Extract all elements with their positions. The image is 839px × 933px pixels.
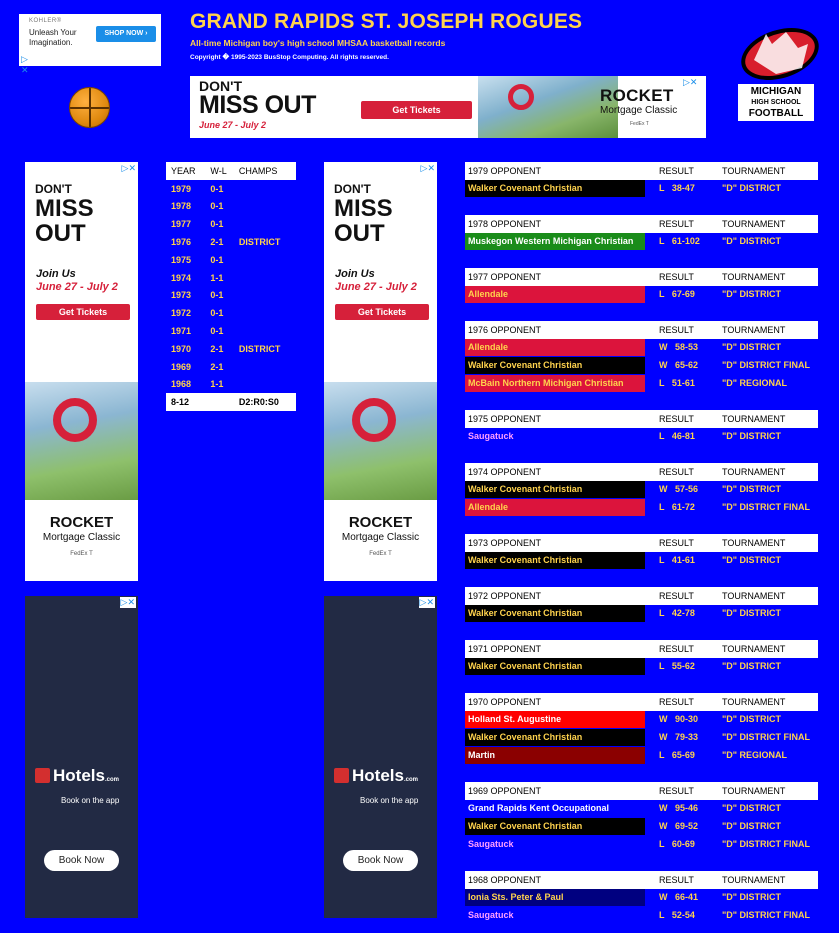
ad-headline-line2 xyxy=(334,196,393,246)
ad-choices-icon[interactable]: ▷✕ xyxy=(120,597,135,607)
game-row xyxy=(465,889,818,907)
game-result: L 38-47 xyxy=(659,183,695,193)
opponent-name: Muskegon Western Michigan Christian xyxy=(465,233,645,250)
total-record: 8-12 xyxy=(166,393,234,411)
season-row xyxy=(166,322,296,340)
opponent-name: Martin xyxy=(465,747,645,764)
game-result: L 42-78 xyxy=(659,608,695,618)
opponent-header: 1970 OPPONENT xyxy=(468,697,542,707)
season-games-block xyxy=(465,782,818,854)
season-games-block xyxy=(465,871,818,925)
hotels-suffix: .com xyxy=(104,777,119,783)
champs-cell xyxy=(234,322,296,340)
season-games-block xyxy=(465,410,818,446)
ad-sponsor: FedEx T xyxy=(369,551,392,557)
season-record-table xyxy=(166,162,296,411)
season-games-block xyxy=(465,321,818,393)
season-games-block xyxy=(465,268,818,304)
hotels-icon xyxy=(334,768,349,783)
year-cell: 1971 xyxy=(171,326,192,337)
opponent-name: Walker Covenant Christian xyxy=(465,818,645,835)
game-row xyxy=(465,357,818,375)
rocket-vertical-ad-left[interactable] xyxy=(25,162,138,581)
champs-cell xyxy=(234,269,296,287)
ad-choices-icon[interactable]: ▷✕ xyxy=(121,163,136,173)
game-result: L 51-61 xyxy=(659,378,695,388)
games-header xyxy=(465,782,818,800)
wl-cell: 2-1 xyxy=(210,237,224,248)
game-result: W 79-33 xyxy=(659,732,699,742)
basketball-icon xyxy=(69,87,110,128)
result-header: RESULT xyxy=(659,166,694,176)
tournament-header: TOURNAMENT xyxy=(722,219,786,229)
result-header: RESULT xyxy=(659,219,694,229)
page-title: GRAND RAPIDS ST. JOSEPH ROGUES xyxy=(190,10,583,33)
game-row xyxy=(465,605,818,623)
opponent-header: 1978 OPPONENT xyxy=(468,219,542,229)
tournament-round: "D" DISTRICT xyxy=(722,661,782,671)
result-header: RESULT xyxy=(659,325,694,335)
wl-cell: 0-1 xyxy=(210,201,224,212)
season-games-block xyxy=(465,587,818,623)
champs-cell: DISTRICT xyxy=(238,237,281,248)
games-header xyxy=(465,871,818,889)
result-header: RESULT xyxy=(659,272,694,282)
opponent-header: 1972 OPPONENT xyxy=(468,591,542,601)
season-table-header xyxy=(166,162,296,180)
games-header xyxy=(465,215,818,233)
opponent-name: Walker Covenant Christian xyxy=(465,729,645,746)
ad-headline-line1: DON'T xyxy=(199,78,242,94)
kohler-brand: KOHLER® xyxy=(29,18,62,24)
tournament-header: TOURNAMENT xyxy=(722,538,786,548)
season-row xyxy=(166,251,296,269)
result-header: RESULT xyxy=(659,875,694,885)
game-row xyxy=(465,233,818,251)
games-header xyxy=(465,268,818,286)
ad-headline-line2: MISS OUT xyxy=(199,91,316,119)
tournament-header: TOURNAMENT xyxy=(722,786,786,796)
year-cell: 1968 xyxy=(171,379,192,390)
opponent-name: Walker Covenant Christian xyxy=(465,481,645,498)
tournament-round: "D" REGIONAL xyxy=(722,378,788,388)
game-row xyxy=(465,428,818,446)
opponent-name: Walker Covenant Christian xyxy=(465,357,645,374)
opponent-name: McBain Northern Michigan Christian xyxy=(465,375,645,392)
ad-brand-sub: Mortgage Classic xyxy=(341,532,420,543)
game-row xyxy=(465,658,818,676)
ad-brand: ROCKET xyxy=(600,86,674,105)
ad-headline-out: OUT xyxy=(35,220,86,247)
game-row xyxy=(465,729,818,747)
get-tickets-button[interactable]: Get Tickets xyxy=(36,304,130,320)
games-header xyxy=(465,321,818,339)
champs-cell xyxy=(234,376,296,394)
ad-headline-line1: DON'T xyxy=(35,182,72,196)
champs-cell xyxy=(234,180,296,198)
game-row xyxy=(465,800,818,818)
book-now-button[interactable]: Book Now xyxy=(44,850,119,871)
opponent-header: 1977 OPPONENT xyxy=(468,272,542,282)
game-row xyxy=(465,818,818,836)
trophy-ring-icon xyxy=(53,398,97,442)
champs-cell xyxy=(234,251,296,269)
page-subtitle: All-time Michigan boy's high school MHSAA basketball records xyxy=(190,38,446,48)
tournament-header: TOURNAMENT xyxy=(722,467,786,477)
opponent-header: 1976 OPPONENT xyxy=(468,325,542,335)
total-titles: D2:R0:S0 xyxy=(234,393,296,411)
season-row xyxy=(166,233,296,251)
season-row xyxy=(166,358,296,376)
year-cell: 1970 xyxy=(171,343,192,354)
logo-line1: MICHIGAN xyxy=(750,86,802,97)
season-games-block xyxy=(465,463,818,517)
tournament-header: TOURNAMENT xyxy=(722,644,786,654)
tournament-header: TOURNAMENT xyxy=(722,875,786,885)
opponent-header: 1974 OPPONENT xyxy=(468,467,542,477)
tournament-header: TOURNAMENT xyxy=(722,414,786,424)
tournament-header: TOURNAMENT xyxy=(722,325,786,335)
year-cell: 1972 xyxy=(171,308,192,319)
tournament-round: "D" DISTRICT xyxy=(722,183,782,193)
trophy-ring-icon xyxy=(508,84,534,110)
ad-dates: June 27 - July 2 xyxy=(36,281,118,293)
ad-headline-line2 xyxy=(35,196,94,246)
tournament-round: "D" DISTRICT xyxy=(722,236,782,246)
game-result: W 58-53 xyxy=(659,342,699,352)
wl-cell: 2-1 xyxy=(210,343,224,354)
game-row xyxy=(465,711,818,729)
game-result: L 52-54 xyxy=(659,910,695,920)
hotels-brand: Hotels xyxy=(53,766,105,785)
game-result: L 61-72 xyxy=(659,502,695,512)
wl-cell: 0-1 xyxy=(210,290,224,301)
games-header xyxy=(465,640,818,658)
game-result: W 66-41 xyxy=(659,892,699,902)
year-cell: 1969 xyxy=(171,361,192,372)
game-row xyxy=(465,907,818,925)
season-games-block xyxy=(465,640,818,676)
tournament-header: TOURNAMENT xyxy=(722,166,786,176)
tournament-round: "D" DISTRICT xyxy=(722,821,782,831)
game-row xyxy=(465,375,818,393)
tournament-round: "D" REGIONAL xyxy=(722,750,788,760)
games-header xyxy=(465,587,818,605)
hotels-ad-middle[interactable] xyxy=(324,596,437,918)
ad-brand-sub: Mortgage Classic xyxy=(600,105,678,116)
ad-choices-icon[interactable]: ▷ ✕ xyxy=(21,54,29,75)
year-cell: 1976 xyxy=(171,237,192,248)
season-games-block xyxy=(465,534,818,570)
season-total-row xyxy=(166,393,296,411)
logo-line2: HIGH SCHOOL xyxy=(751,99,801,106)
season-row xyxy=(166,376,296,394)
golfer-photo xyxy=(478,76,618,138)
game-result: W 95-46 xyxy=(659,803,699,813)
ad-join: Join Us xyxy=(36,268,76,280)
ad-brand-sub: Mortgage Classic xyxy=(42,532,121,543)
ad-sponsor: FedEx T xyxy=(70,551,93,557)
game-result: L 41-61 xyxy=(659,555,695,565)
game-result: W 65-62 xyxy=(659,360,699,370)
result-header: RESULT xyxy=(659,538,694,548)
get-tickets-button[interactable]: Get Tickets xyxy=(335,304,429,320)
wl-cell: 0-1 xyxy=(210,254,224,265)
tournament-round: "D" DISTRICT xyxy=(722,431,782,441)
season-row xyxy=(166,269,296,287)
hotels-ad-left[interactable] xyxy=(25,596,138,918)
opponent-header: 1973 OPPONENT xyxy=(468,538,542,548)
game-row xyxy=(465,552,818,570)
game-result: L 46-81 xyxy=(659,431,695,441)
ad-choices-icon[interactable]: ▷✕ xyxy=(420,163,435,173)
result-header: RESULT xyxy=(659,786,694,796)
col-champs: CHAMPS xyxy=(234,162,296,180)
opponent-name: Saugatuck xyxy=(465,836,645,853)
wl-cell: 1-1 xyxy=(210,272,224,283)
hotels-icon xyxy=(35,768,50,783)
ad-headline-out: OUT xyxy=(334,220,385,247)
game-result: L 65-69 xyxy=(659,750,695,760)
wl-cell: 0-1 xyxy=(210,326,224,337)
opponent-header: 1975 OPPONENT xyxy=(468,414,542,424)
game-row xyxy=(465,499,818,517)
game-result: L 60-69 xyxy=(659,839,695,849)
games-header xyxy=(465,693,818,711)
michigan-football-logo xyxy=(736,22,824,82)
game-row xyxy=(465,339,818,357)
tournament-round: "D" DISTRICT FINAL xyxy=(722,360,811,370)
year-cell: 1973 xyxy=(171,290,192,301)
tournament-round: "D" DISTRICT xyxy=(722,608,782,618)
ad-brand: ROCKET xyxy=(49,514,114,531)
season-row xyxy=(166,198,296,216)
opponent-header: 1968 OPPONENT xyxy=(468,875,542,885)
hotels-brand: Hotels xyxy=(352,766,404,785)
tournament-round: "D" DISTRICT xyxy=(722,803,782,813)
game-result: W 90-30 xyxy=(659,714,699,724)
result-header: RESULT xyxy=(659,644,694,654)
game-result: W 57-56 xyxy=(659,484,699,494)
game-result: W 69-52 xyxy=(659,821,699,831)
tournament-round: "D" DISTRICT xyxy=(722,555,782,565)
michigan-football-wordmark xyxy=(738,84,814,121)
opponent-name: Walker Covenant Christian xyxy=(465,658,645,675)
ad-headline-miss: MISS xyxy=(35,195,94,222)
year-cell: 1979 xyxy=(171,183,192,194)
copyright-notice: Copyright � 1995-2023 BusStop Computing. All rights reserved. xyxy=(190,54,389,61)
ad-sponsor: FedEx T xyxy=(630,121,649,127)
wl-cell: 1-1 xyxy=(210,379,224,390)
champs-cell xyxy=(234,287,296,305)
season-row xyxy=(166,304,296,322)
tournament-round: "D" DISTRICT xyxy=(722,342,782,352)
wl-cell: 0-1 xyxy=(210,308,224,319)
logo-line3: FOOTBALL xyxy=(748,108,804,119)
game-result: L 67-69 xyxy=(659,289,695,299)
tournament-round: "D" DISTRICT xyxy=(722,484,782,494)
opponent-name: Walker Covenant Christian xyxy=(465,552,645,569)
tournament-round: "D" DISTRICT FINAL xyxy=(722,910,811,920)
year-cell: 1974 xyxy=(171,272,192,283)
season-row xyxy=(166,340,296,358)
opponent-name: Ionia Sts. Peter & Paul xyxy=(465,889,645,906)
shop-now-button[interactable]: SHOP NOW › xyxy=(96,26,156,42)
opponent-name: Allendale xyxy=(465,339,645,356)
ad-choices-icon[interactable]: ▷✕ xyxy=(683,77,698,87)
ad-headline-line1: DON'T xyxy=(334,182,371,196)
opponent-name: Saugatuck xyxy=(465,907,645,924)
opponent-name: Grand Rapids Kent Occupational xyxy=(465,800,645,817)
kohler-tagline: Unleash Your Imagination. xyxy=(29,28,77,47)
result-header: RESULT xyxy=(659,591,694,601)
games-header xyxy=(465,162,818,180)
rocket-vertical-ad-middle[interactable] xyxy=(324,162,437,581)
season-games-block xyxy=(465,693,818,765)
season-row xyxy=(166,287,296,305)
tournament-header: TOURNAMENT xyxy=(722,272,786,282)
season-row xyxy=(166,215,296,233)
ad-headline-miss: MISS xyxy=(334,195,393,222)
game-results xyxy=(465,162,818,933)
ad-choices-icon[interactable]: ▷✕ xyxy=(419,597,434,607)
season-games-block xyxy=(465,215,818,251)
season-games-block xyxy=(465,162,818,198)
ad-brand: ROCKET xyxy=(348,514,413,531)
opponent-name: Walker Covenant Christian xyxy=(465,605,645,622)
champs-cell: DISTRICT xyxy=(238,343,281,354)
games-header xyxy=(465,534,818,552)
tournament-round: "D" DISTRICT xyxy=(722,289,782,299)
ad-join: Join Us xyxy=(335,268,375,280)
game-row xyxy=(465,180,818,198)
book-now-button[interactable]: Book Now xyxy=(343,850,418,871)
year-cell: 1978 xyxy=(171,201,192,212)
game-row xyxy=(465,747,818,765)
result-header: RESULT xyxy=(659,467,694,477)
hotels-sub: Book on the app xyxy=(61,796,120,805)
result-header: RESULT xyxy=(659,414,694,424)
wl-cell: 0-1 xyxy=(210,183,224,194)
opponent-header: 1971 OPPONENT xyxy=(468,644,542,654)
games-header xyxy=(465,410,818,428)
result-header: RESULT xyxy=(659,697,694,707)
year-cell: 1975 xyxy=(171,254,192,265)
game-row xyxy=(465,836,818,854)
year-cell: 1977 xyxy=(171,219,192,230)
opponent-name: Allendale xyxy=(465,286,645,303)
opponent-name: Saugatuck xyxy=(465,428,645,445)
hotels-sub: Book on the app xyxy=(360,796,419,805)
col-year: YEAR xyxy=(166,162,205,180)
season-row xyxy=(166,180,296,198)
wl-cell: 0-1 xyxy=(210,219,224,230)
hotels-logo xyxy=(35,766,119,786)
game-result: L 55-62 xyxy=(659,661,695,671)
tournament-round: "D" DISTRICT xyxy=(722,714,782,724)
wl-cell: 2-1 xyxy=(210,361,224,372)
champs-cell xyxy=(234,215,296,233)
tournament-header: TOURNAMENT xyxy=(722,697,786,707)
opponent-header: 1979 OPPONENT xyxy=(468,166,542,176)
opponent-name: Allendale xyxy=(465,499,645,516)
rocket-banner-ad[interactable] xyxy=(190,76,706,138)
opponent-header: 1969 OPPONENT xyxy=(468,786,542,796)
kohler-ad[interactable] xyxy=(19,14,161,75)
game-row xyxy=(465,286,818,304)
tournament-round: "D" DISTRICT xyxy=(722,892,782,902)
game-result: L 61-102 xyxy=(659,236,700,246)
opponent-name: Walker Covenant Christian xyxy=(465,180,645,197)
ad-dates xyxy=(199,120,266,130)
game-row xyxy=(465,481,818,499)
ad-dates: June 27 - July 2 xyxy=(335,281,417,293)
opponent-name: Holland St. Augustine xyxy=(465,711,645,728)
ad-dates-text: June 27 - July 2 xyxy=(199,120,267,130)
champs-cell xyxy=(234,358,296,376)
tournament-header: TOURNAMENT xyxy=(722,591,786,601)
games-header xyxy=(465,463,818,481)
trophy-ring-icon xyxy=(352,398,396,442)
champs-cell xyxy=(234,304,296,322)
tournament-round: "D" DISTRICT FINAL xyxy=(722,732,811,742)
tournament-round: "D" DISTRICT FINAL xyxy=(722,502,811,512)
col-wl: W-L xyxy=(205,162,233,180)
hotels-suffix: .com xyxy=(403,777,418,783)
hotels-logo xyxy=(334,766,418,786)
tournament-round: "D" DISTRICT FINAL xyxy=(722,839,811,849)
champs-cell xyxy=(234,198,296,216)
get-tickets-button[interactable]: Get Tickets xyxy=(361,101,472,119)
